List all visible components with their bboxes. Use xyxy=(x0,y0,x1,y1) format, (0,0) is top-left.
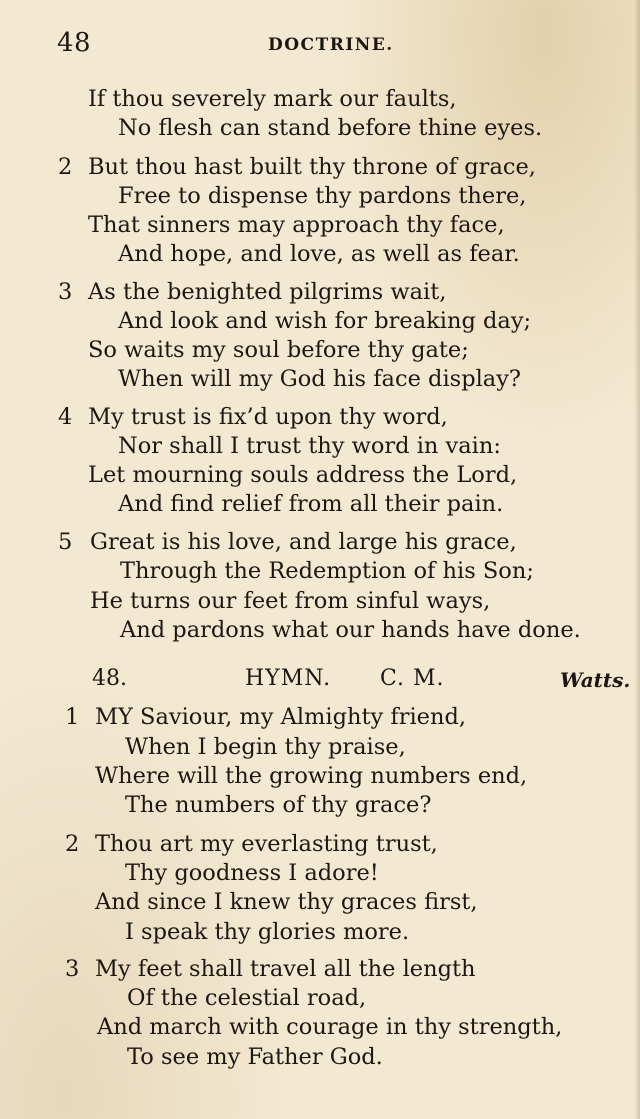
page-edge-shadow xyxy=(634,0,640,1119)
verse-line: Of the celestial road, xyxy=(127,985,367,1011)
verse-line: To see my Father God. xyxy=(127,1044,383,1070)
verse-line: Thou art my everlasting trust, xyxy=(95,831,438,857)
verse-line: MY Saviour, my Almighty friend, xyxy=(95,704,467,730)
verse-line: And since I knew thy graces first, xyxy=(95,889,478,915)
verse-line: No flesh can stand before thine eyes. xyxy=(118,115,543,141)
verse-line: When will my God his face display? xyxy=(118,366,521,392)
verse-line: As the benighted pilgrims wait, xyxy=(88,279,447,305)
verse-line: But thou hast built thy throne of grace, xyxy=(88,154,536,180)
verse-number: 1 xyxy=(65,704,80,730)
verse-line: Where will the growing numbers end, xyxy=(95,763,528,789)
page-number: 48 xyxy=(57,28,92,58)
verse-line: Nor shall I trust thy word in vain: xyxy=(118,433,501,459)
verse-line: I speak thy glories more. xyxy=(125,919,410,945)
verse-line: And look and wish for breaking day; xyxy=(118,308,532,334)
verse-number: 2 xyxy=(58,154,73,180)
verse-line: Great is his love, and large his grace, xyxy=(90,529,517,555)
verse-line: My feet shall travel all the length xyxy=(95,956,476,982)
verse-number: 3 xyxy=(65,956,80,982)
verse-line: And find relief from all their pain. xyxy=(118,491,504,517)
hymn-number: 48. xyxy=(92,666,127,691)
running-title: DOCTRINE. xyxy=(268,35,394,55)
verse-number: 4 xyxy=(58,404,73,430)
hymn-title: HYMN. xyxy=(245,666,332,691)
hymn-author: Watts. xyxy=(560,668,631,692)
verse-line: He turns our feet from sinful ways, xyxy=(90,588,491,614)
verse-line: Through the Redemption of his Son; xyxy=(120,558,534,584)
verse-number: 5 xyxy=(58,529,73,555)
verse-number: 3 xyxy=(58,279,73,305)
verse-line: My trust is fix’d upon thy word, xyxy=(88,404,448,430)
verse-line: And pardons what our hands have done. xyxy=(120,617,581,643)
verse-line: Let mourning souls address the Lord, xyxy=(88,462,518,488)
verse-line: If thou severely mark our faults, xyxy=(88,86,457,112)
verse-line: And march with courage in thy strength, xyxy=(97,1014,563,1040)
hymn-meter: C. M. xyxy=(380,666,445,691)
verse-line: Free to dispense thy pardons there, xyxy=(118,183,527,209)
verse-number: 2 xyxy=(65,831,80,857)
verse-line: The numbers of thy grace? xyxy=(125,792,432,818)
verse-line: And hope, and love, as well as fear. xyxy=(118,241,520,267)
verse-line: So waits my soul before thy gate; xyxy=(88,337,469,363)
verse-line: That sinners may approach thy face, xyxy=(88,212,505,238)
verse-line: When I begin thy praise, xyxy=(125,734,406,760)
verse-line: Thy goodness I adore! xyxy=(125,860,379,886)
